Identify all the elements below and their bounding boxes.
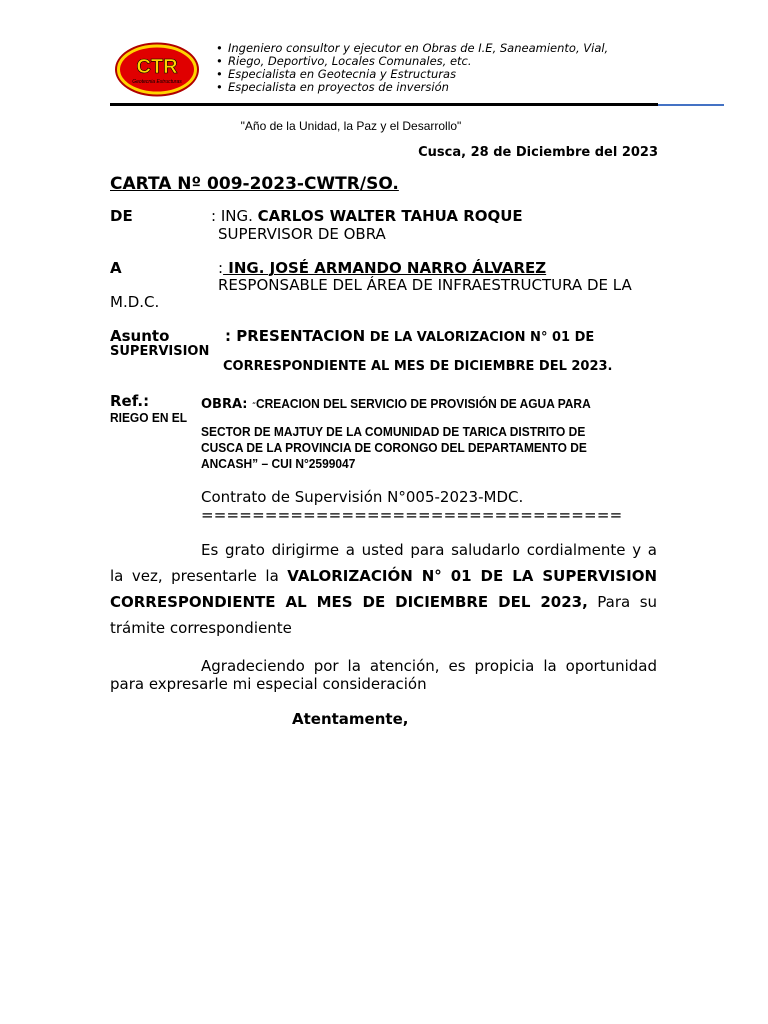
header-divider-accent [658, 104, 724, 106]
header-bullet-list [216, 42, 608, 94]
contract-separator: ================================= [201, 506, 623, 524]
body-paragraph-2: Agradeciendo por la atención, es propicia la oportunidad para expresarle mi especial consideración [110, 657, 657, 693]
de-label: DE [110, 207, 133, 225]
bullet-item: • Especialista en Geotecnia y Estructuras [216, 68, 608, 81]
logo-subtext: Geotecnia Estructuras [132, 79, 182, 85]
bullet-item: • Especialista en proyectos de inversión [216, 81, 608, 94]
recipient-name: ING. JOSÉ ARMANDO NARRO ÁLVAREZ [223, 259, 547, 277]
letter-date: Cusca, 28 de Diciembre del 2023 [418, 145, 658, 160]
a-label: A [110, 259, 122, 277]
asunto-label: Asunto [110, 327, 170, 345]
body-paragraph-1: Es grato dirigirme a usted para saludarlo cordialmente y a la vez, presentarle la VALORIZACIÓN N° 01 DE LA SUPERVISION CORRESPONDIENTE AL MES DE DICIEMBRE DEL 2023, Para su trámite correspondiente [110, 541, 658, 637]
bullet-item: • Ingeniero consultor y ejecutor en Obras de I.E, Saneamiento, Vial, [216, 42, 608, 55]
ref-label: Ref.: [110, 392, 150, 410]
ref-line-3: CUSCA DE LA PROVINCIA DE CORONGO DEL DEPARTAMENTO DE [201, 440, 587, 455]
valuation-highlight: VALORIZACIÓN N° 01 DE LA SUPERVISION CORRESPONDIENTE AL MES DE DICIEMBRE DEL 2023, [110, 567, 657, 611]
logo-text: CTR [136, 56, 178, 78]
bullet-item-continuation: • Riego, Deportivo, Locales Comunales, etc. [216, 55, 608, 68]
sender-role: SUPERVISOR DE OBRA [218, 225, 386, 243]
ctr-logo-graphic [114, 42, 200, 97]
ref-line-2: SECTOR DE MAJTUY DE LA COMUNIDAD DE TARICA DISTRITO DE [201, 424, 586, 439]
recipient-role: RESPONSABLE DEL ÁREA DE INFRAESTRUCTURA DE LA [218, 276, 632, 294]
header-divider [110, 103, 658, 106]
recipient-role-cont: M.D.C. [110, 293, 160, 311]
a-line: : ING. JOSÉ ARMANDO NARRO ÁLVAREZ [218, 259, 547, 277]
de-line: : ING. CARLOS WALTER TAHUA ROQUE [211, 207, 523, 225]
sender-name: CARLOS WALTER TAHUA ROQUE [257, 207, 523, 225]
asunto-line: : PRESENTACION DE LA VALORIZACION N° 01 DE [225, 327, 595, 345]
ref-line-1: OBRA: “CREACION DEL SERVICIO DE PROVISIÓN DE AGUA PARA [201, 396, 591, 412]
asunto-label-2: SUPERVISION [110, 344, 210, 359]
ctr-logo [114, 42, 200, 97]
asunto-line-2: CORRESPONDIENTE AL MES DE DICIEMBRE DEL 2023. [223, 359, 613, 374]
year-motto: "Año de la Unidad, la Paz y el Desarrollo" [240, 119, 462, 133]
contract-reference: Contrato de Supervisión N°005-2023-MDC. [201, 488, 524, 506]
closing-salutation: Atentamente, [292, 710, 409, 728]
ref-label-2: RIEGO EN EL [110, 410, 188, 425]
ref-line-4: ANCASH” – CUI N°2599047 [201, 456, 356, 471]
letter-title: CARTA Nº 009-2023-CWTR/SO. [110, 174, 399, 194]
